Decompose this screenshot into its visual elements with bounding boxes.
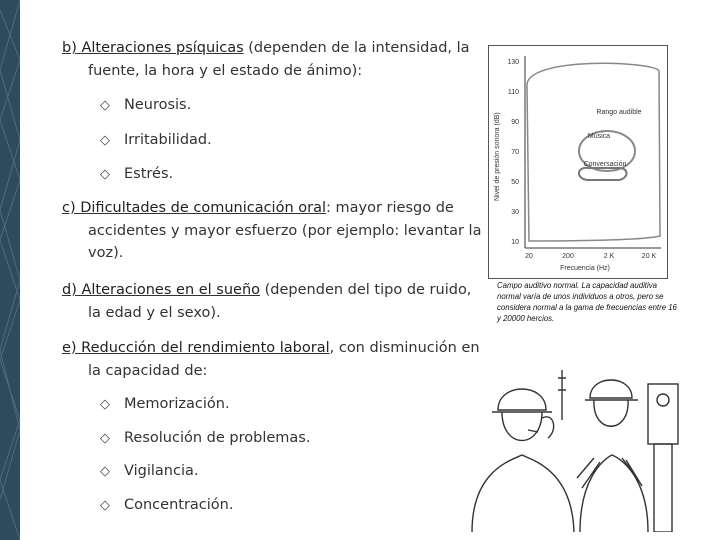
diamond-bullet-icon: ◇ [100,167,110,182]
x-axis-label: Frecuencia (Hz) [560,265,610,272]
diamond-bullet-icon: ◇ [100,464,110,479]
hard-hat-right [590,380,632,398]
y-tick-label: 90 [511,119,519,126]
workers-illustration [462,360,682,532]
bullet-estres [100,163,173,187]
left-decorative-bar [0,0,20,540]
figure-caption: Campo auditivo normal. La capacidad auditiva normal varía de unos individuos a otros, pero se considera normal a la gama de frecuencias entre 16 y 20000 hercios. [497,281,677,323]
geometric-pattern [0,0,20,540]
hearing-range-figure [488,45,668,279]
y-tick-label: 50 [511,179,519,186]
diamond-bullet-icon: ◇ [100,431,110,446]
bullet-text: Memorización. [124,396,230,412]
x-tick-label: 20 K [641,253,657,260]
item-c-lead: c) Dificultades de comunicación oral [62,200,327,216]
diamond-bullet-icon: ◇ [100,397,110,412]
item-d-text: (dependen del tipo de ruido, la edad y el sexo). [88,282,472,321]
bullet-text: Estrés. [124,166,174,182]
item-b-lead: b) Alteraciones psíquicas [62,40,244,56]
bullet-concentracion [100,494,233,518]
audible-range-region [527,63,660,241]
y-tick-label: 10 [511,239,519,246]
item-e-text: , con disminución en la capacidad de: [88,340,480,379]
y-axis-label: Nivel de presión sonora (dB) [494,112,501,201]
workers-noise-drawing [462,360,682,532]
y-tick-label: 30 [511,209,519,216]
item-c-text: : mayor riesgo de accidentes y mayor esfuerzo (por ejemplo: levantar la voz). [88,200,482,261]
item-b-text: (dependen de la intensidad, la fuente, la hora y el estado de ánimo): [88,40,470,79]
item-e [62,337,488,382]
x-tick-label: 200 [562,253,574,260]
speech-label: Conversación [583,161,627,168]
item-d-lead: d) Alteraciones en el sueño [62,282,261,298]
bullet-text: Vigilancia. [124,463,199,479]
bullet-text: Concentración. [124,497,234,513]
item-b [62,37,488,82]
bullet-neurosis [100,94,191,118]
bullet-text: Neurosis. [124,97,192,113]
x-tick-label: 20 [525,253,533,260]
item-d [62,279,488,324]
bullet-text: Resolución de problemas. [124,430,311,446]
bullet-irritabilidad [100,129,212,153]
bullet-memorizacion [100,393,230,417]
music-label: Música [587,133,611,140]
hand-on-ear [542,417,554,438]
bullet-text: Irritabilidad. [124,132,212,148]
audible-range-label: Rango audible [596,109,642,116]
diamond-bullet-icon: ◇ [100,98,110,113]
diamond-bullet-icon: ◇ [100,133,110,148]
bullet-vigilancia [100,460,198,484]
hearing-range-chart [489,46,667,278]
x-tick-label: 2 K [603,253,615,260]
item-c [62,197,488,265]
hard-hat-left [498,389,546,410]
item-e-lead: e) Reducción del rendimiento laboral [62,340,330,356]
bullet-resolucion [100,427,310,451]
y-tick-label: 110 [507,89,519,96]
y-tick-label: 130 [507,59,519,66]
y-tick-label: 70 [511,149,519,156]
diamond-bullet-icon: ◇ [100,498,110,513]
